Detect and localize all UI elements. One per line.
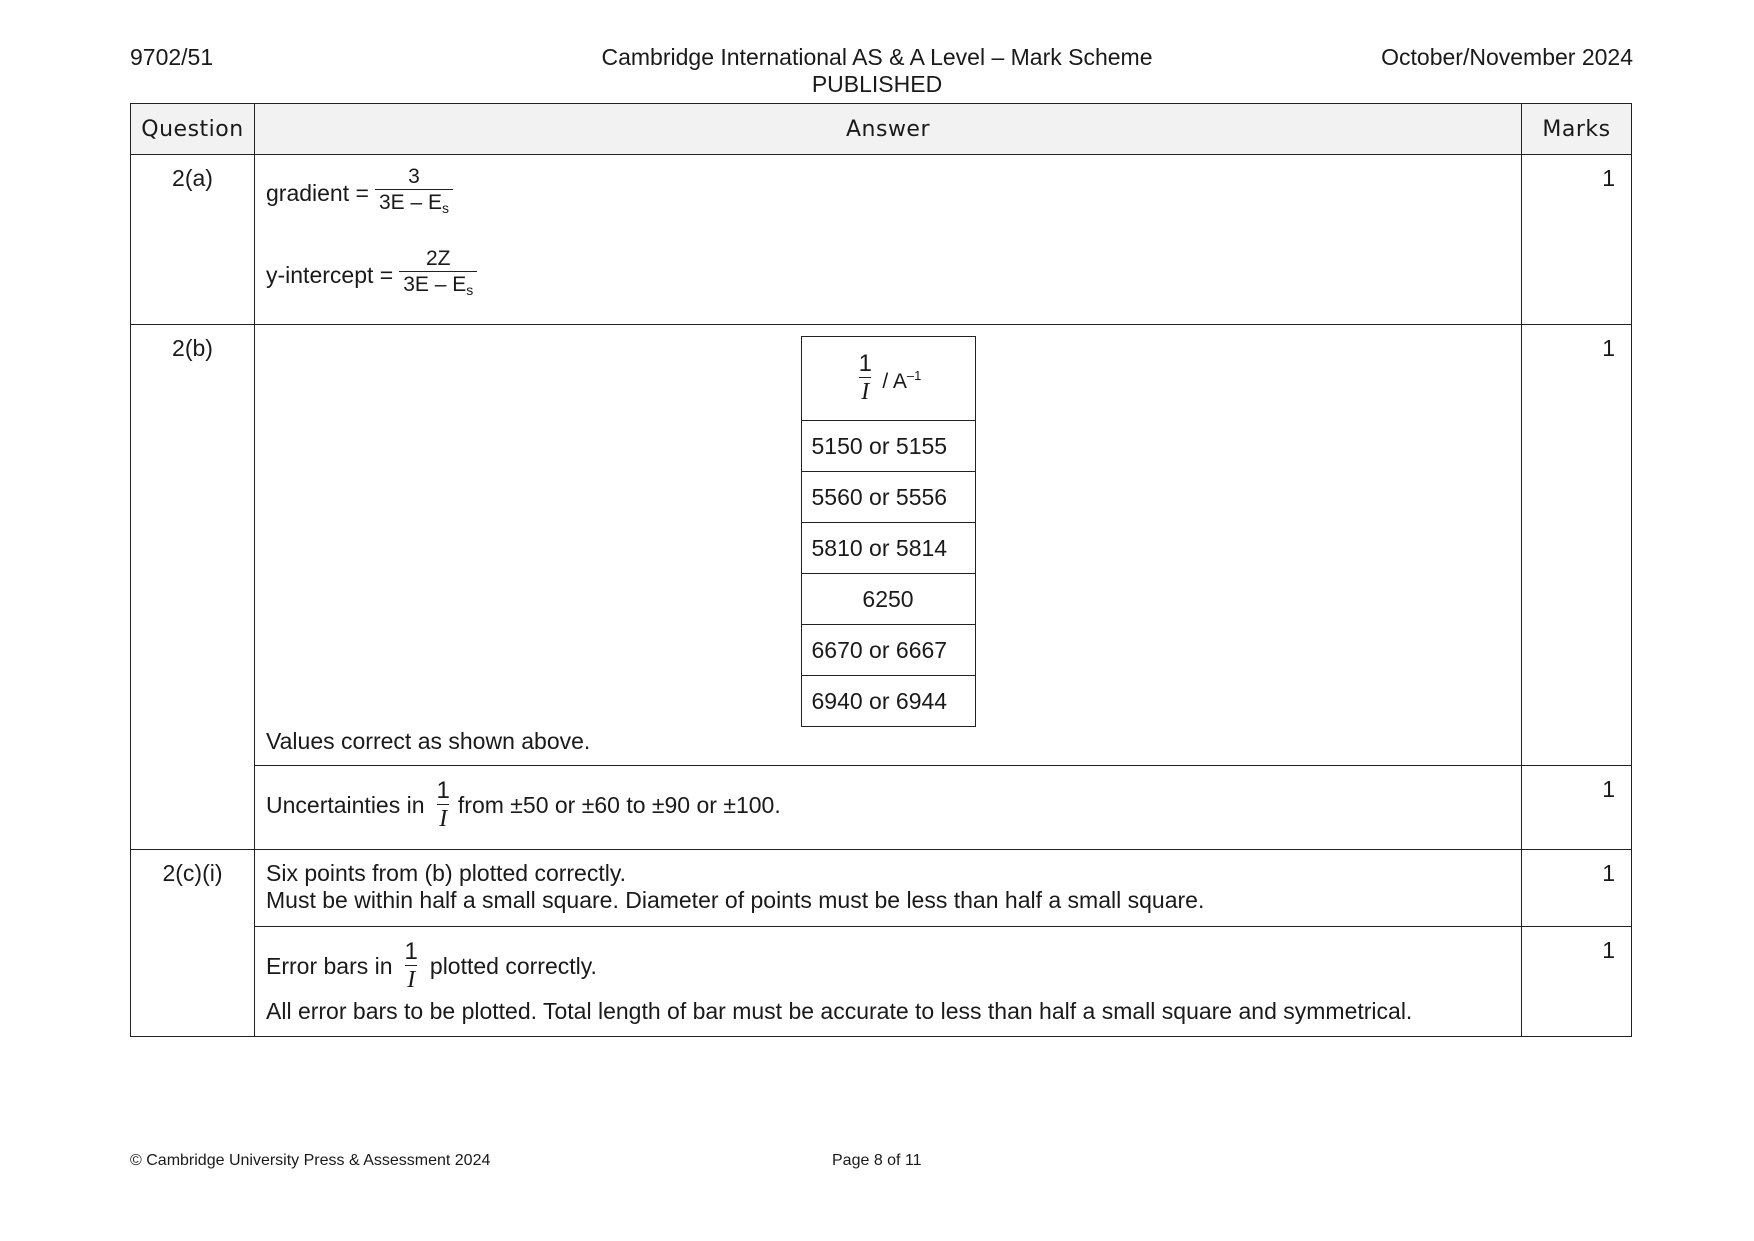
gradient-fraction	[375, 165, 453, 221]
reciprocal-current-table	[801, 336, 976, 727]
intercept-label: y-intercept =	[266, 261, 394, 288]
mark-scheme-table	[130, 103, 1632, 1037]
table-row	[131, 325, 1632, 766]
marks-value: 1	[1522, 927, 1632, 1037]
uncertainty-line	[266, 778, 1510, 833]
inner-table-header	[801, 337, 975, 421]
answer-cell	[255, 927, 1522, 1037]
answer-line: Must be within half a small square. Diameter of points must be less than half a small square.	[266, 887, 1205, 913]
answer-column-header: Answer	[255, 104, 1522, 155]
table-cell: 5560 or 5556	[801, 472, 975, 523]
denominator-text: 3E – E	[403, 273, 467, 296]
page-number: Page 8 of 11	[832, 1152, 922, 1169]
marks-column-header: Marks	[1522, 104, 1632, 155]
published-label: PUBLISHED	[811, 71, 943, 97]
exam-session: October/November 2024	[1381, 44, 1633, 70]
title-line: Cambridge International AS & A Level – Mark Scheme	[601, 44, 1153, 70]
table-row	[131, 155, 1632, 325]
answer-cell	[255, 325, 1522, 766]
marks-value: 1	[1522, 155, 1632, 325]
fraction-numerator: 2Z	[425, 247, 451, 270]
gradient-expression	[266, 165, 1510, 221]
one-over-i-fraction	[403, 939, 420, 994]
marks-value: 1	[1522, 850, 1632, 927]
fraction-denominator: I	[861, 379, 870, 405]
error-bars-line	[266, 939, 1510, 994]
values-note: Values correct as shown above.	[266, 728, 591, 754]
fraction-denominator	[375, 189, 453, 221]
unit-text: / A	[882, 370, 907, 393]
intercept-fraction	[399, 247, 477, 303]
question-number: 2(c)(i)	[131, 850, 255, 1037]
answer-cell	[255, 766, 1522, 850]
table-cell: 6670 or 6667	[801, 625, 975, 676]
one-over-i-fraction	[857, 351, 874, 406]
table-row	[131, 850, 1632, 927]
unit-label	[882, 370, 921, 393]
error-bars-prefix: Error bars in	[266, 953, 393, 979]
fraction-denominator: I	[439, 806, 448, 832]
table-row	[131, 927, 1632, 1037]
question-number: 2(a)	[131, 155, 255, 325]
fraction-numerator: 1	[436, 777, 450, 804]
answer-line: All error bars to be plotted. Total length of bar must be accurate to less than half a small square and symmetrical.	[266, 998, 1413, 1024]
gradient-label: gradient =	[266, 179, 369, 206]
table-row	[131, 766, 1632, 850]
uncertainty-range: from ±50 or ±60 to ±90 or ±100.	[457, 792, 781, 818]
table-cell: 5810 or 5814	[801, 523, 975, 574]
subscript: s	[442, 200, 449, 216]
marks-value: 1	[1522, 766, 1632, 850]
error-bars-suffix: plotted correctly.	[429, 953, 597, 979]
table-header-row	[131, 104, 1632, 155]
unit-superscript: –1	[906, 368, 922, 383]
answer-line: Six points from (b) plotted correctly.	[266, 860, 627, 886]
table-cell: 6940 or 6944	[801, 676, 975, 727]
table-cell: 5150 or 5155	[801, 421, 975, 472]
table-cell: 6250	[801, 574, 975, 625]
fraction-numerator: 1	[404, 938, 418, 965]
intercept-expression	[266, 247, 1510, 303]
question-column-header: Question	[131, 104, 255, 155]
fraction-numerator: 3	[408, 165, 420, 188]
copyright-notice: © Cambridge University Press & Assessment 2024	[130, 1152, 491, 1169]
subscript: s	[466, 282, 474, 298]
one-over-i-fraction	[435, 778, 452, 833]
paper-code: 9702/51	[130, 44, 214, 70]
fraction-denominator	[399, 271, 477, 303]
question-number: 2(b)	[131, 325, 255, 850]
answer-cell	[255, 155, 1522, 325]
denominator-text: 3E – E	[378, 191, 442, 214]
answer-cell	[255, 850, 1522, 927]
fraction-denominator: I	[407, 967, 416, 993]
fraction-numerator: 1	[858, 350, 872, 377]
marks-value: 1	[1522, 325, 1632, 766]
uncertainty-prefix: Uncertainties in	[266, 792, 425, 818]
